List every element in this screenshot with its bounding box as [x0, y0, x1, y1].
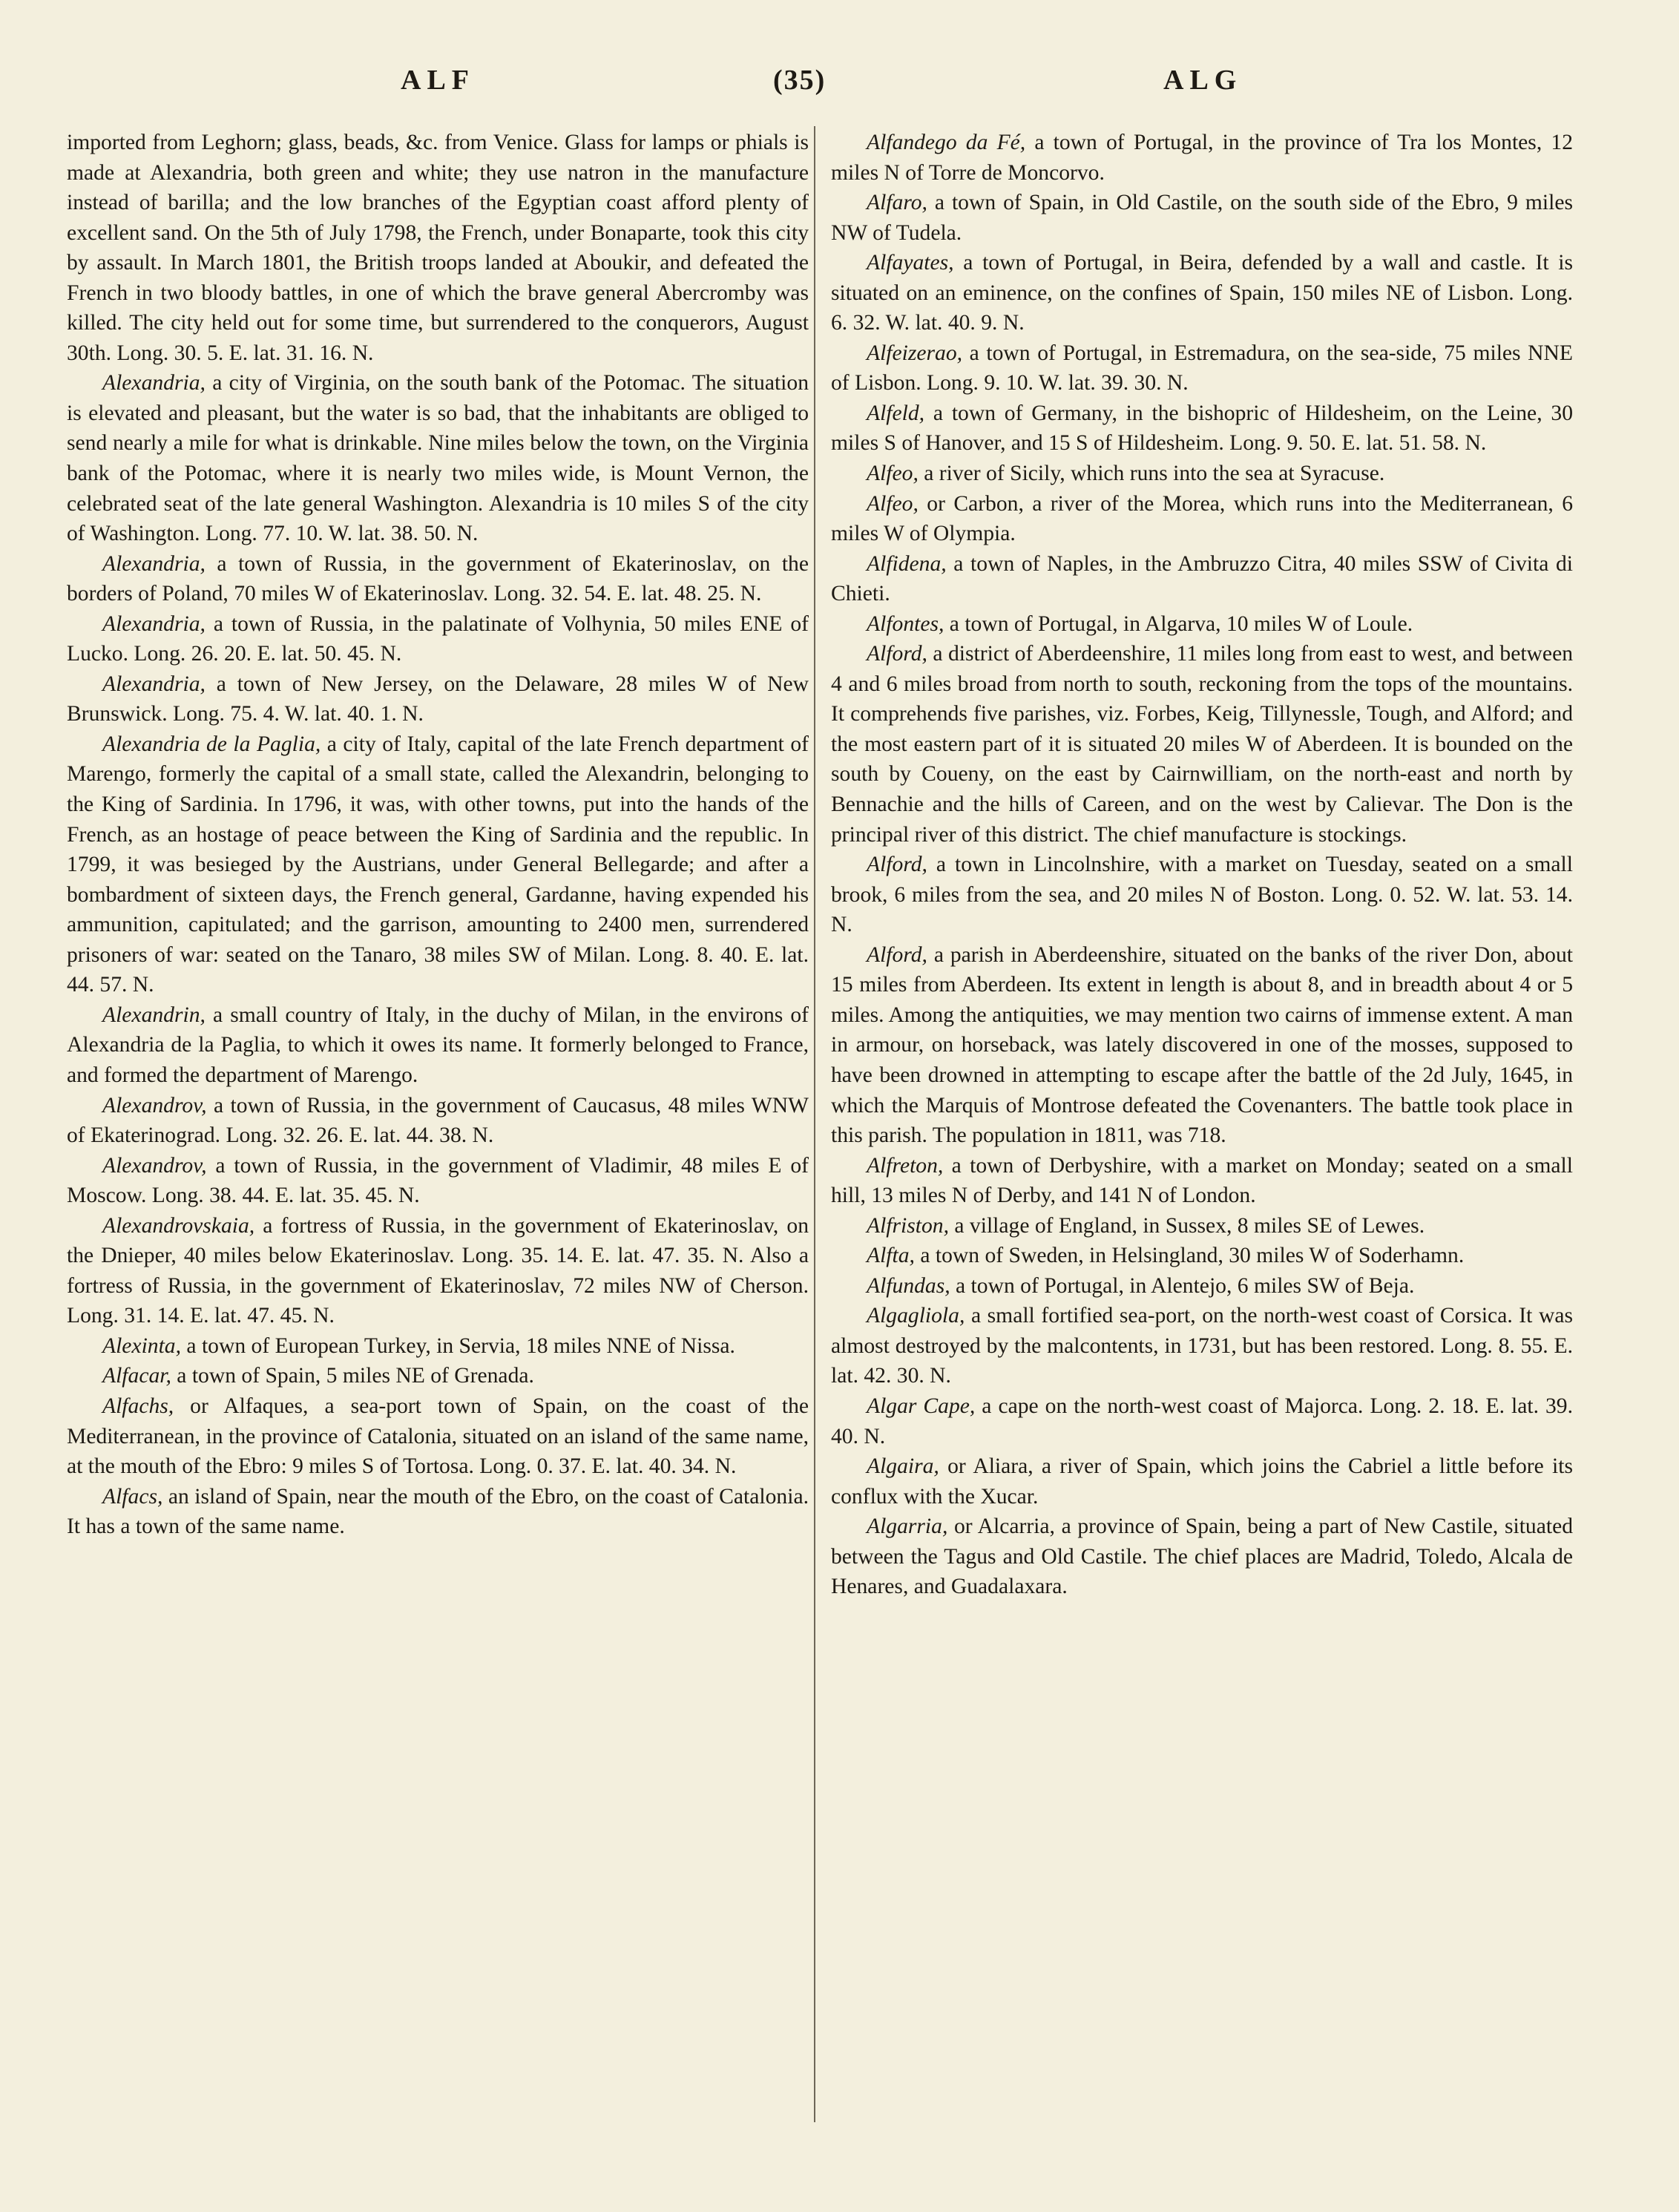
- entry-headword: Alfundas,: [867, 1273, 950, 1298]
- entry-text: or Alcarria, a province of Spain, being a part of New Castile, situated between the Tagus and Old Castile. The chief places are Madrid, Toledo, Alcala de Henares, and Guadalaxara.: [831, 1514, 1573, 1599]
- gazetteer-entry: [831, 1241, 1573, 1271]
- entry-headword: Alfacs,: [102, 1484, 163, 1509]
- gazetteer-entry: [831, 188, 1573, 248]
- entry-text: a town of Portugal, in Alentejo, 6 miles SW of Beja.: [950, 1273, 1415, 1298]
- entry-text: a town of Russia, in the palatinate of Volhynia, 50 miles ENE of Lucko. Long. 26. 20. E. lat. 50. 45. N.: [67, 611, 809, 666]
- entry-text: a town of Spain, 5 miles NE of Grenada.: [171, 1364, 534, 1388]
- entry-headword: Alfta,: [867, 1244, 915, 1268]
- header-right-guide-word: ALG: [1163, 65, 1243, 96]
- entry-text: a town of Portugal, in Beira, defended by a wall and castle. It is situated on an eminence, on the confines of Spain, 150 miles NE of Lisbon. Long. 6. 32. W. lat. 40. 9. N.: [831, 251, 1573, 335]
- entry-text: a district of Aberdeenshire, 11 miles long from east to west, and between 4 and 6 miles broad from north to south, reckoning from the tops of the mountains. It comprehends five parishes, viz. Forbes, Keig, Tillynessle, Tough, and Alford; and the most eastern part of it is situated 20 miles W of Aberdeen. It is bounded on the south by Coueny, on the east by Cairnwilliam, on the north-east and north by Bennachie and the hills of Careen, and on the west by Calievar. The Don is the principal river of this district. The chief manufacture is stockings.: [831, 642, 1573, 847]
- entry-text: a small country of Italy, in the duchy of Milan, in the environs of Alexandria de la Paglia, to which it owes its name. It formerly belonged to France, and formed the department of Marengo.: [67, 1002, 809, 1087]
- gazetteer-entry: [67, 1151, 809, 1211]
- gazetteer-entry: [67, 128, 809, 368]
- gazetteer-entry: [831, 338, 1573, 398]
- gazetteer-entry: [67, 1331, 809, 1362]
- gazetteer-entry: [831, 850, 1573, 940]
- gazetteer-entry: [831, 609, 1573, 640]
- gazetteer-entry: [67, 368, 809, 548]
- gazetteer-entry: [67, 609, 809, 669]
- entry-headword: Algagliola,: [867, 1304, 965, 1328]
- entry-headword: Alfandego da Fé,: [867, 131, 1026, 154]
- entry-headword: Alfriston,: [867, 1213, 949, 1238]
- gazetteer-entry: [67, 1091, 809, 1151]
- entry-text: a town of New Jersey, on the Delaware, 28 miles W of New Brunswick. Long. 75. 4. W. lat. 40. 1. N.: [67, 672, 809, 726]
- entry-text: imported from Leghorn; glass, beads, &c. from Venice. Glass for lamps or phials is made at Alexandria, both green and white; they use natron in the manufacture instead of barilla; and the low branches of the Egyptian coast afford plenty of excellent sand. On the 5th of July 1798, the French, under Bonaparte, took this city by assault. In March 1801, the British troops landed at Aboukir, and defeated the French in two bloody battles, in one of which the brave general Abercromby was killed. The city held out for some time, but surrendered to the conquerors, August 30th. Long. 30. 5. E. lat. 31. 16. N.: [67, 131, 809, 365]
- gazetteer-entry: [67, 1482, 809, 1542]
- gazetteer-entry: [831, 248, 1573, 338]
- entry-text: or Alfaques, a sea-port town of Spain, on the coast of the Mediterranean, in the province of Catalonia, situated on an island of the same name, at the mouth of the Ebro: 9 miles S of Tortosa. Long. 0. 37. E. lat. 40. 34. N.: [67, 1394, 809, 1479]
- gazetteer-entry: [831, 1301, 1573, 1391]
- entry-headword: Alfeo,: [867, 462, 919, 486]
- entry-text: a town of Russia, in the government of Ekaterinoslav, on the borders of Poland, 70 miles W of Ekaterinoslav. Long. 32. 54. E. lat. 48. 25. N.: [67, 551, 809, 606]
- entry-text: a fortress of Russia, in the government of Ekaterinoslav, on the Dnieper, 40 miles below Ekaterinoslav. Long. 35. 14. E. lat. 47. 35. N. Also a fortress of Russia, in the government of Ekaterinoslav, 72 miles NW of Cherson. Long. 31. 14. E. lat. 47. 45. N.: [67, 1213, 809, 1328]
- entry-headword: Algar Cape,: [867, 1394, 976, 1418]
- left-column: [67, 128, 809, 1542]
- entry-headword: Alfidena,: [867, 551, 947, 576]
- entry-text: a town of Derbyshire, with a market on Monday; seated on a small hill, 13 miles N of Derby, and 141 N of London.: [831, 1153, 1573, 1208]
- entry-text: a parish in Aberdeenshire, situated on the banks of the river Don, about 15 miles from Aberdeen. Its extent in length is about 8, and in breadth about 4 or 5 miles. Among the antiquities, we may mention two cairns of immense extent. A man in armour, on horseback, was lately discovered in one of the mosses, supposed to have been drowned in attempting to escape after the battle of the 2d July, 1645, in which the Marquis of Montrose defeated the Covenanters. The battle took place in this parish. The population in 1811, was 718.: [831, 942, 1573, 1148]
- entry-headword: Alexandrovskaia,: [102, 1213, 255, 1238]
- entry-headword: Alfayates,: [867, 251, 954, 275]
- entry-headword: Alford,: [867, 942, 927, 967]
- entry-headword: Alexandrov,: [102, 1153, 207, 1178]
- entry-headword: Alfaro,: [867, 191, 927, 215]
- entry-text: an island of Spain, near the mouth of the Ebro, on the coast of Catalonia. It has a town of the same name.: [67, 1484, 809, 1539]
- entry-headword: Alfacar,: [102, 1364, 171, 1388]
- right-column: [831, 128, 1573, 1602]
- gazetteer-entry: [67, 1391, 809, 1482]
- entry-headword: Alexandrov,: [102, 1093, 207, 1118]
- entry-headword: Algarria,: [867, 1514, 948, 1539]
- entry-headword: Alexandria,: [102, 371, 206, 396]
- entry-text: a river of Sicily, which runs into the sea at Syracuse.: [918, 462, 1385, 486]
- entry-headword: Alexandria de la Paglia,: [102, 732, 321, 756]
- page-number: (35): [773, 65, 827, 96]
- entry-headword: Alexinta,: [102, 1333, 182, 1358]
- entry-text: a town of Sweden, in Helsingland, 30 miles W of Soderhamn.: [914, 1244, 1465, 1268]
- gazetteer-entry: [831, 1451, 1573, 1512]
- entry-headword: Alfeo,: [867, 491, 919, 516]
- entry-text: a cape on the north-west coast of Majorca. Long. 2. 18. E. lat. 39. 40. N.: [831, 1394, 1573, 1448]
- entry-text: a town of Russia, in the government of Caucasus, 48 miles WNW of Ekaterinograd. Long. 32. 26. E. lat. 44. 38. N.: [67, 1093, 809, 1148]
- gazetteer-entry: [831, 1151, 1573, 1211]
- entry-text: or Aliara, a river of Spain, which joins the Cabriel a little before its conflux with the Xucar.: [831, 1454, 1573, 1509]
- entry-headword: Alexandria,: [102, 672, 206, 696]
- running-header: [0, 64, 1679, 108]
- gazetteer-entry: [67, 1211, 809, 1331]
- gazetteer-entry: [831, 489, 1573, 549]
- entry-text: a town of Portugal, in Estremadura, on the sea-side, 75 miles NNE of Lisbon. Long. 9. 10. W. lat. 39. 30. N.: [831, 341, 1573, 396]
- entry-headword: Alfachs,: [102, 1394, 174, 1418]
- entry-text: a town of Spain, in Old Castile, on the south side of the Ebro, 9 miles NW of Tudela.: [831, 191, 1573, 245]
- entry-text: a village of England, in Sussex, 8 miles SE of Lewes.: [949, 1213, 1425, 1238]
- entry-headword: Alford,: [867, 642, 927, 666]
- entry-headword: Alfeld,: [867, 401, 925, 425]
- gazetteer-entry: [831, 1211, 1573, 1241]
- entry-headword: Alfontes,: [867, 611, 944, 636]
- entry-headword: Alfeizerao,: [867, 341, 963, 365]
- gazetteer-entry: [67, 1000, 809, 1091]
- entry-text: a town of Portugal, in the province of Tra los Montes, 12 miles N of Torre de Moncorvo.: [831, 131, 1573, 185]
- entry-text: a town of Naples, in the Ambruzzo Citra, 40 miles SSW of Civita di Chieti.: [831, 551, 1573, 606]
- gazetteer-entry: [831, 1512, 1573, 1602]
- entry-headword: Alexandrin,: [102, 1002, 206, 1027]
- gazetteer-entry: [831, 1271, 1573, 1302]
- gazetteer-entry: [831, 639, 1573, 850]
- gazetteer-entry: [67, 669, 809, 729]
- gazetteer-entry: [831, 940, 1573, 1151]
- column-rule: [814, 126, 815, 2122]
- entry-text: a town of Russia, in the government of Vladimir, 48 miles E of Moscow. Long. 38. 44. E. lat. 35. 45. N.: [67, 1153, 809, 1208]
- entry-headword: Alford,: [867, 853, 927, 877]
- gazetteer-entry: [831, 549, 1573, 609]
- gazetteer-entry: [831, 128, 1573, 188]
- entry-text: a town of Germany, in the bishopric of Hildesheim, on the Leine, 30 miles S of Hanover, and 15 S of Hildesheim. Long. 9. 50. E. lat. 51. 58. N.: [831, 401, 1573, 456]
- entry-headword: Algaira,: [867, 1454, 939, 1479]
- entry-headword: Alfreton,: [867, 1153, 944, 1178]
- entry-text: a town of Portugal, in Algarva, 10 miles W of Loule.: [944, 611, 1413, 636]
- gazetteer-entry: [831, 459, 1573, 489]
- gazetteer-entry: [67, 549, 809, 609]
- entry-text: a town of European Turkey, in Servia, 18 miles NNE of Nissa.: [181, 1333, 735, 1358]
- gazetteer-entry: [831, 398, 1573, 459]
- entry-headword: Alexandria,: [102, 551, 206, 576]
- entry-text: a town in Lincolnshire, with a market on Tuesday, seated on a small brook, 6 miles from the sea, and 20 miles N of Boston. Long. 0. 52. W. lat. 53. 14. N.: [831, 853, 1573, 937]
- entry-text: a city of Italy, capital of the late French department of Marengo, formerly the capital of a small state, called the Alexandrin, belonging to the King of Sardinia. In 1796, it was, with other towns, put into the hands of the French, as an hostage of peace between the King of Sardinia and the republic. In 1799, it was besieged by the Austrians, under General Bellegarde; and after a bombardment of sixteen days, the French general, Gardanne, having expended his ammunition, capitulated; and the garrison, amounting to 2400 men, surrendered prisoners of war: seated on the Tanaro, 38 miles SW of Milan. Long. 8. 40. E. lat. 44. 57. N.: [67, 732, 809, 997]
- gazetteer-entry: [67, 1361, 809, 1391]
- header-left-guide-word: ALF: [401, 65, 475, 96]
- entry-headword: Alexandria,: [102, 611, 206, 636]
- entry-text: or Carbon, a river of the Morea, which runs into the Mediterranean, 6 miles W of Olympia.: [831, 491, 1573, 546]
- entry-text: a small fortified sea-port, on the north-west coast of Corsica. It was almost destroyed by the malcontents, in 1731, but has been restored. Long. 8. 55. E. lat. 42. 30. N.: [831, 1304, 1573, 1388]
- gazetteer-entry: [67, 729, 809, 1000]
- gazetteer-entry: [831, 1391, 1573, 1451]
- entry-text: a city of Virginia, on the south bank of the Potomac. The situation is elevated and pleasant, but the water is so bad, that the inhabitants are obliged to send nearly a mile for what is drinkable. Nine miles below the town, on the Virginia bank of the Potomac, where it is nearly two miles wide, is Mount Vernon, the celebrated seat of the late general Washington. Alexandria is 10 miles S of the city of Washington. Long. 77. 10. W. lat. 38. 50. N.: [67, 371, 809, 546]
